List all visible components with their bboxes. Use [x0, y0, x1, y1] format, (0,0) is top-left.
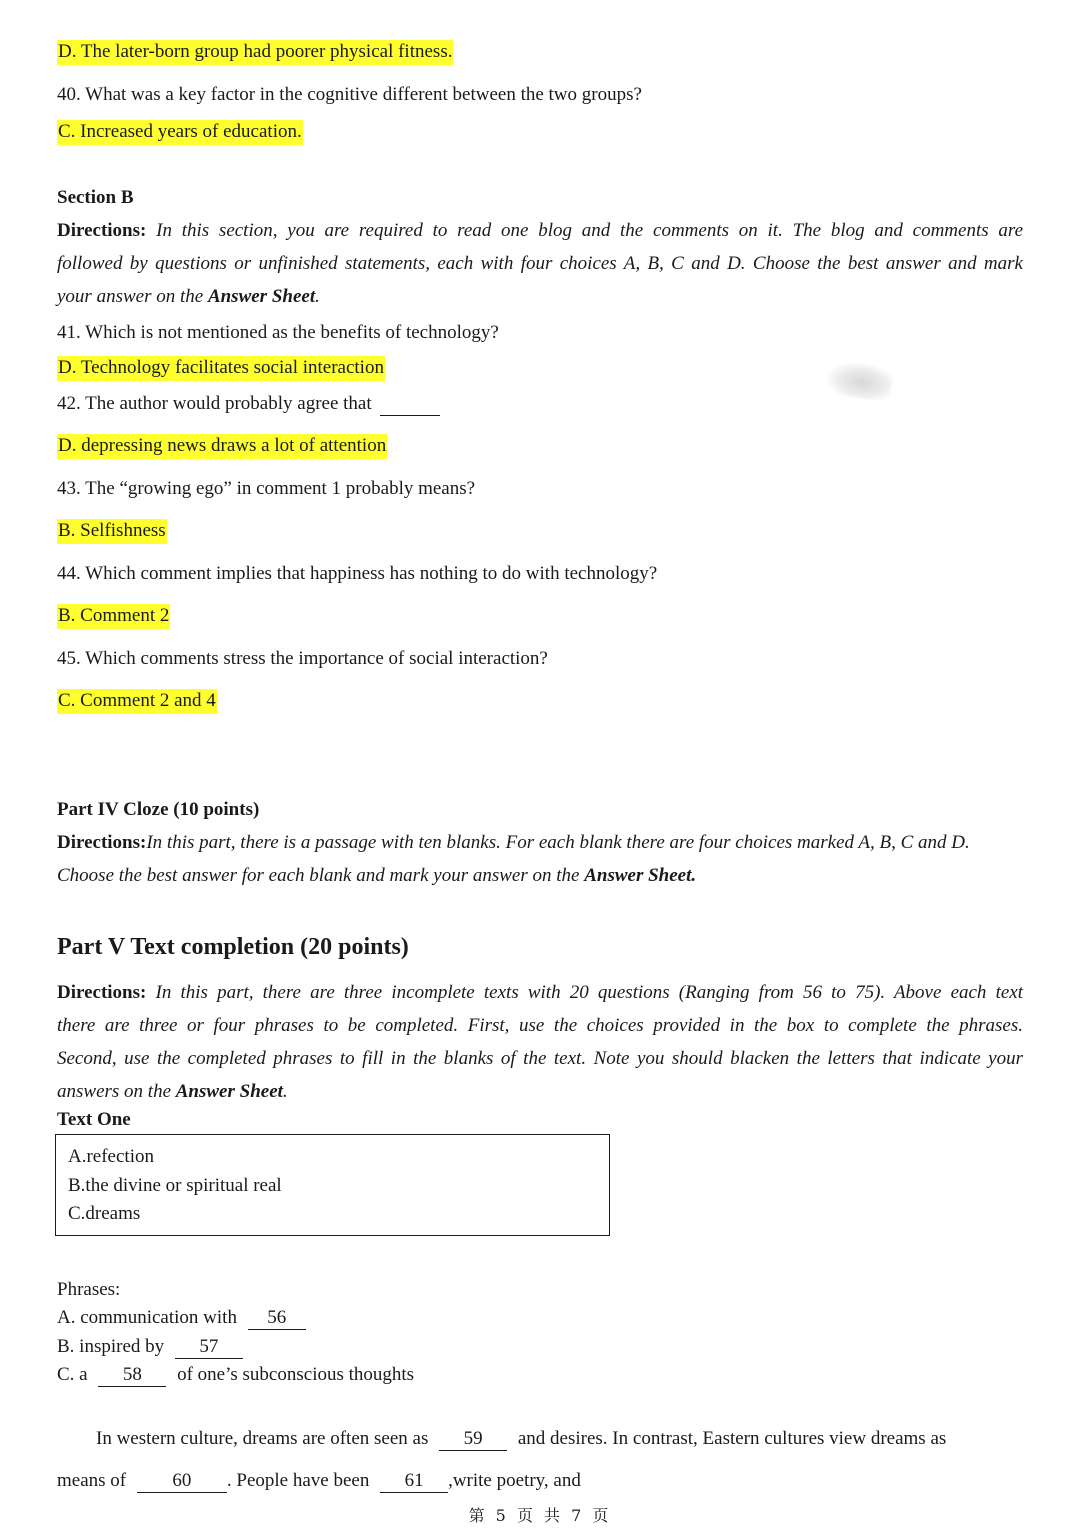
answer-44: B. Comment 2 [57, 605, 170, 628]
part5-directions: Directions: In this part, there are three incomplete texts with 20 questions (Ranging from 56 to 75). Above each text there are three or four phrases to be completed. First, use the choices provided in the box to complete the phrases. Second, use the completed phrases to fill in the blanks of the text. Note you should blacken the letters that indicate your answers on the Answer Sheet. [57, 982, 1024, 1102]
answer-45: C. Comment 2 and 4 [57, 690, 217, 713]
answer-41: D. Technology facilitates social interaction [57, 357, 385, 380]
option-b: B.the divine or spiritual real [68, 1174, 282, 1196]
question-45: 45. Which comments stress the importance of social interaction? [57, 648, 548, 669]
page-footer: 第 5 页 共 7 页 [468, 1506, 612, 1525]
passage-line-1: In western culture, dreams are often seen as 59 and desires. In contrast, Eastern cultures view dreams as [96, 1428, 947, 1449]
part5-title: Part V Text completion (20 points) [57, 934, 409, 960]
section-b-title: Section B [57, 187, 134, 208]
section-b-directions: Directions: In this section, you are required to read one blog and the comments on it. The blog and comments are followed by questions or unfinished statements, each with four choices A, B, C and D. Choose the best answer and mark your answer on the Answer Sheet. [57, 220, 1024, 307]
answer-43: B. Selfishness [57, 520, 167, 543]
phrase-c: C. a 58 of one’s subconscious thoughts [57, 1364, 415, 1385]
answer-39: D. The later-born group had poorer physical fitness. [57, 41, 453, 64]
passage-line-2: means of 60 . People have been 61 ,write poetry, and [57, 1470, 581, 1491]
part4-title: Part IV Cloze (10 points) [57, 799, 260, 820]
part4-directions: Directions:In this part, there is a passage with ten blanks. For each blank there are four choices marked A, B, C and D. Choose the best answer for each blank and mark your answer on the Answer Sheet. [57, 832, 970, 886]
answer-42: D. depressing news draws a lot of attention [57, 435, 387, 458]
scan-smudge [824, 358, 894, 403]
blank-57: 57 [175, 1337, 243, 1359]
blank-56: 56 [248, 1308, 306, 1330]
question-44: 44. Which comment implies that happiness has nothing to do with technology? [57, 563, 658, 584]
question-40: 40. What was a key factor in the cognitive different between the two groups? [57, 84, 642, 105]
blank-61: 61 [380, 1471, 448, 1493]
phrases-label: Phrases: [57, 1279, 121, 1300]
option-a: A.refection [68, 1146, 154, 1167]
answer-40: C. Increased years of education. [57, 121, 303, 144]
phrase-a: A. communication with 56 [57, 1307, 306, 1330]
options-box [55, 1134, 610, 1236]
option-c: C.dreams [68, 1203, 141, 1224]
phrase-b: B. inspired by 57 [57, 1336, 243, 1359]
question-42-blank [380, 394, 440, 416]
blank-60: 60 [137, 1471, 227, 1493]
question-42: 42. The author would probably agree that [57, 393, 440, 416]
question-41: 41. Which is not mentioned as the benefits of technology? [57, 322, 499, 343]
blank-59: 59 [439, 1429, 507, 1451]
blank-58: 58 [98, 1365, 166, 1387]
text-one-title: Text One [57, 1109, 131, 1130]
question-43: 43. The “growing ego” in comment 1 probably means? [57, 478, 476, 499]
